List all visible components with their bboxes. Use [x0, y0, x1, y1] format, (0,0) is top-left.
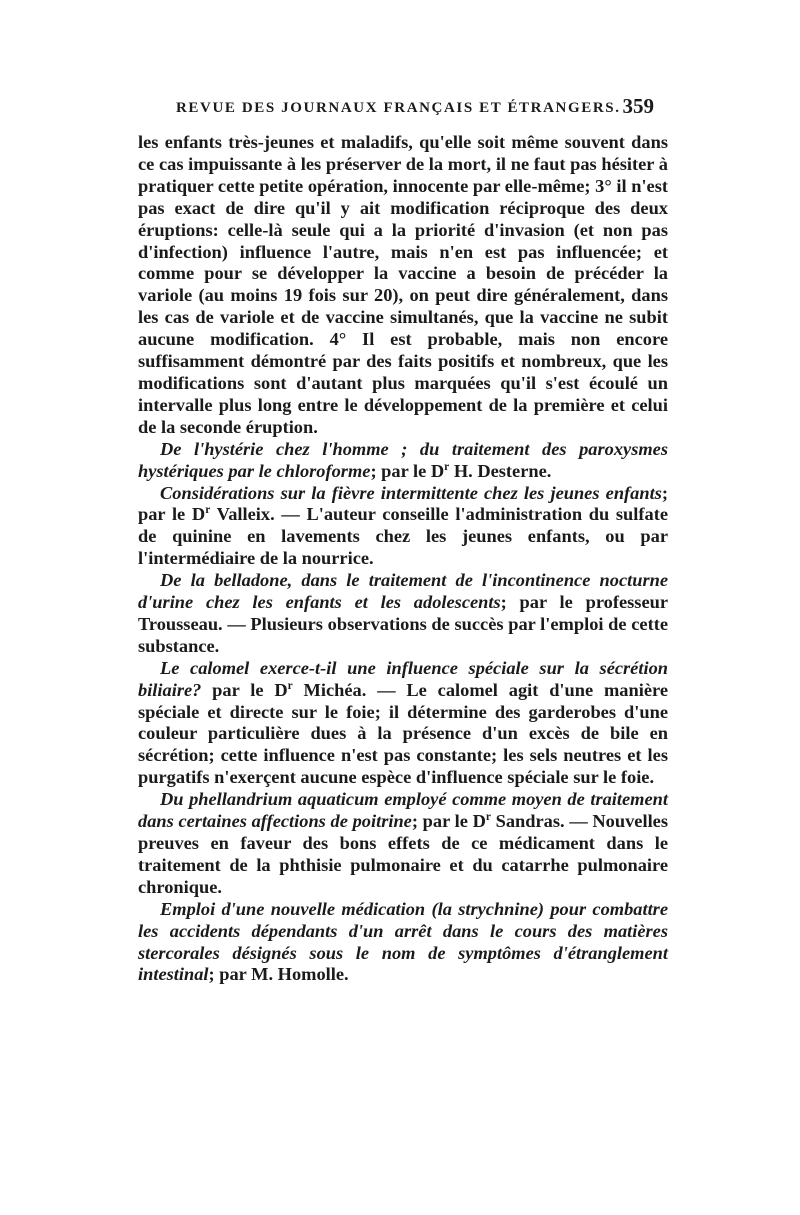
- entry-hysteria: [138, 439, 668, 483]
- entry-author: Sandras.: [490, 811, 565, 832]
- entry-title: De l'hystérie chez l'homme ; du traitement des paroxysmes hystériques par le chloroforme: [138, 438, 668, 481]
- page: [138, 96, 668, 986]
- entry-intermittent-fever: [138, 483, 668, 571]
- entry-title: Emploi d'une nouvelle médication (la strychnine) pour combattre les accidents dépendants d'un arrêt dans le cours des matières stercorales désignés sous le nom de symptômes d'étranglement intestinal: [138, 898, 668, 985]
- title-superscript: r: [287, 679, 293, 692]
- entry-summary: — Nouvelles preuves en faveur des bons effets de ce médicament dans le traitement de la phthisie pulmonaire et du catarrhe pulmonaire chronique.: [138, 811, 668, 897]
- paragraph-text: les enfants très-jeunes et maladifs, qu'elle soit même souvent dans ce cas impuissante à les préserver de la mort, il ne faut pas hésiter à pratiquer cette petite opération, innocente par elle-même; 3° il n'est pas exact de dire qu'il y ait modification réciproque des deux éruptions: celle-là seule qui a la priorité d'invasion (et non pas d'infection) influence l'autre, mais n'en est pas influencée; et comme pour se développer la vaccine a besoin de précéder la variole (au moins 19 fois sur 20), on peut dire généralement, dans les cas de variole et de vaccine simultanés, que la vaccine ne subit aucune modification. 4° Il est probable, mais non encore suffisamment démontré par des faits positifs et nombreux, que les modifications sont d'autant plus marquées qu'il s'est écoulé un intervalle plus long entre le développement de la première et celui de la seconde éruption.: [138, 132, 668, 437]
- entry-title: Du phellandrium aquaticum employé comme moyen de traitement dans certaines affections de poitrine: [138, 789, 668, 832]
- running-title: REVUE DES JOURNAUX FRANÇAIS ET ÉTRANGERS.: [176, 100, 621, 116]
- entry-summary: — Le calomel agit d'une manière spéciale et directe sur le foie; il détermine des garderobes d'une couleur particulière dues à la présence d'un excès de bile en sécrétion; cette influence n'est pas constante; les sels neutres et les purgatifs n'exerçent aucune espèce d'influence spéciale sur le foie.: [138, 679, 668, 788]
- title-superscript: r: [444, 460, 450, 473]
- entry-byline: ; par le D: [138, 482, 668, 525]
- entry-summary: — L'auteur conseille l'administration du sulfate de quinine en lavements chez les jeunes enfants, ou par l'intermédiaire de la nourrice.: [138, 504, 668, 569]
- entry-title: De la belladone, dans le traitement de l'incontinence nocturne d'urine chez les enfants et les adolescents: [138, 570, 668, 613]
- entry-byline: ; par le D: [411, 811, 486, 832]
- title-superscript: r: [205, 504, 211, 517]
- entry-phellandrium: [138, 789, 668, 899]
- entry-byline: ; par le professeur Trousseau.: [138, 592, 669, 634]
- entry-author: Valleix.: [210, 504, 275, 525]
- entry-title: Le calomel exerce-t-il une influence spéciale sur la sécrétion biliaire?: [138, 657, 668, 700]
- entry-byline: par le D: [201, 679, 288, 700]
- paragraph-continuation: [138, 132, 668, 439]
- entry-summary: — Plusieurs observations de succès par l'emploi de cette substance.: [138, 613, 668, 656]
- page-number: 359: [622, 94, 654, 118]
- entry-title: Considérations sur la fièvre intermittente chez les jeunes enfants: [160, 482, 662, 503]
- entry-byline: ; par le D: [370, 460, 445, 481]
- running-head: [138, 96, 668, 132]
- entry-calomel: [138, 658, 668, 789]
- entry-belladonna: [138, 570, 668, 658]
- entry-byline: ; par M. Homolle.: [208, 964, 349, 985]
- title-superscript: r: [485, 810, 491, 823]
- entry-strychnine: [138, 899, 668, 987]
- body-text: [138, 132, 668, 986]
- entry-author: H. Desterne.: [449, 460, 552, 481]
- entry-author: Michéa.: [292, 679, 367, 700]
